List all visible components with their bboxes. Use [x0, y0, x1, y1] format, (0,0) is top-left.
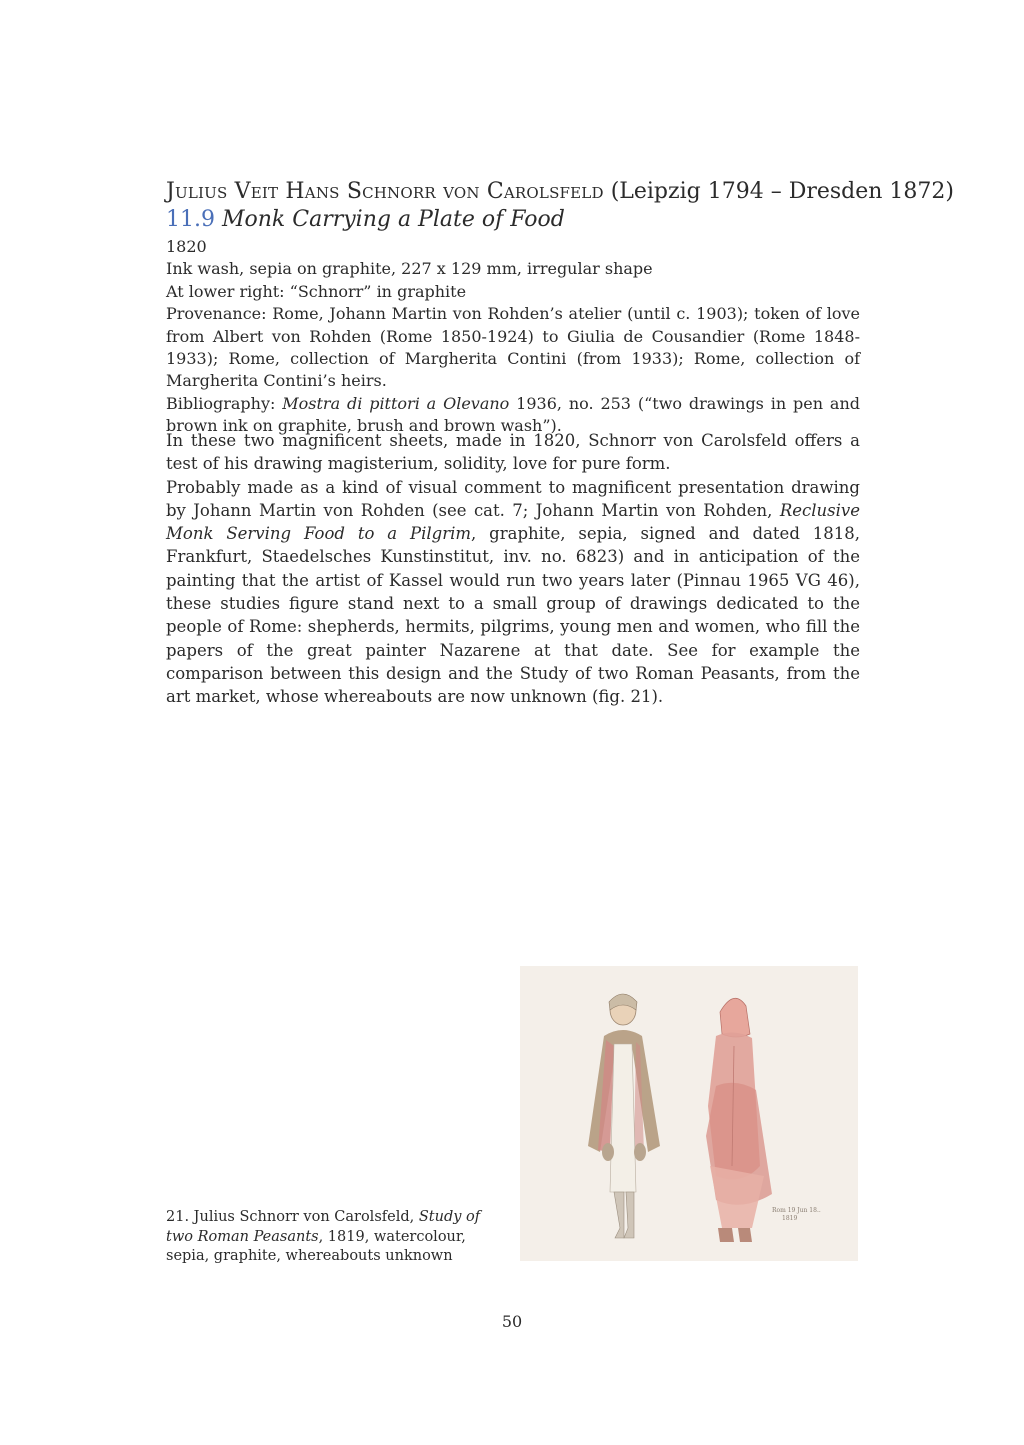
figure-caption: [166, 1208, 504, 1267]
caption-rest: , 1819, watercolour, sepia, graphite, whereabouts unknown: [166, 1228, 466, 1264]
body-paragraph-2: [166, 476, 860, 709]
artist-name: Julius Veit Hans Schnorr von Carolsfeld: [166, 179, 604, 204]
inscription-line-2: 1819: [782, 1215, 798, 1222]
entry-medium: Ink wash, sepia on graphite, 227 x 129 mm, irregular shape: [166, 259, 653, 279]
figure-21-image: [520, 966, 858, 1261]
caption-title: Study of two Roman Peasants: [166, 1209, 481, 1245]
entry-title-text: Monk Carrying a Plate of Food: [221, 207, 565, 232]
entry-number: 11.9: [166, 207, 215, 232]
artist-heading: [166, 178, 954, 206]
entry-provenance: Provenance: Rome, Johann Martin von Rohden’s atelier (until c. 1903); token of love from Albert von Rohden (Rome 1850-1924) to Giulia de Cousandier (Rome 1848-1933); Rome, collection of Margherita Contini (from 1933); Rome, collection of Margherita Contini’s heirs.: [166, 304, 860, 391]
entry-inscription: At lower right: “Schnorr” in graphite: [166, 281, 467, 301]
entry-metadata: [166, 236, 860, 438]
inscription-line-1: Rom 19 Jun 18..: [772, 1207, 821, 1214]
body-paragraph-1: In these two magnificent sheets, made in 1820, Schnorr von Carolsfeld offers a test of his drawing magisterium, solidity, love for pure form.: [166, 431, 860, 474]
body-text: [166, 429, 860, 709]
bibliography-title: Mostra di pittori a Olevano: [282, 393, 510, 413]
body-paragraph-2-part-b: , graphite, sepia, signed and dated 1818, Frankfurt, Staedelsches Kunstinstitut, inv. no. 6823) and in anticipation of the painting that the artist of Kassel would run two years later (Pinnau 1965 VG 46), these studies figure stand next to a small group of drawings dedicated to the people of Rome: shepherds, hermits, pilgrims, young men and women, who fill the papers of the great painter Nazarene at that date. See for example the comparison between this design and the Study of two Roman Peasants, from the art market, whose whereabouts are now unknown (fig. 21).: [166, 524, 861, 707]
body-paragraph-2-italic-title: Reclusive Monk Serving Food to a Pilgrim: [166, 500, 860, 544]
bibliography-label: Bibliography:: [166, 393, 283, 413]
entry-year: 1820: [166, 237, 207, 256]
artist-dates: (Leipzig 1794 – Dresden 1872): [610, 179, 954, 204]
entry-title: [166, 206, 866, 234]
page-number: 50: [501, 1312, 523, 1331]
watercolour-drawing: [520, 966, 858, 1261]
bibliography-rest: 1936, no. 253 (“two drawings in pen and brown ink on graphite, brush and brown wash”).: [166, 393, 861, 436]
body-paragraph-2-part-a: Probably made as a kind of visual comment to magnificent presentation drawing by Johann Martin von Rohden (see cat. 7; Johann Martin von Rohden,: [166, 477, 860, 520]
caption-prefix: 21. Julius Schnorr von Carolsfeld,: [166, 1209, 419, 1225]
